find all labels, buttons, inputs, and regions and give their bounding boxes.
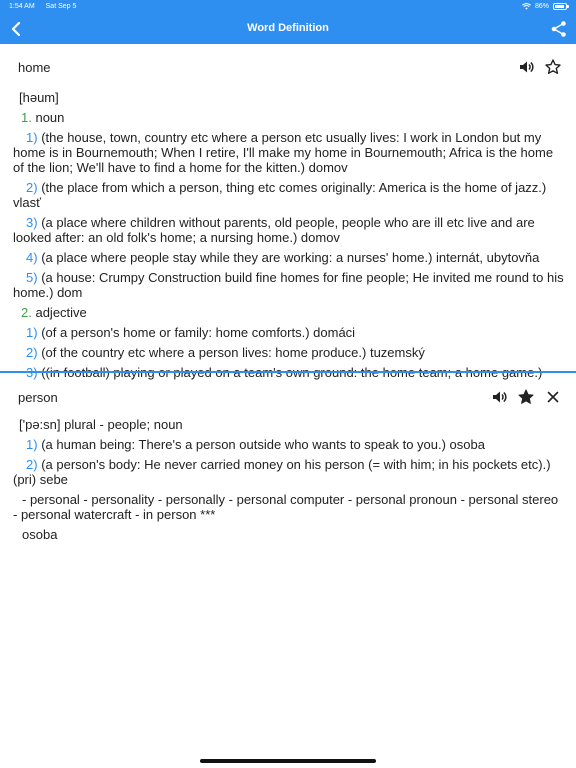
pane-divider[interactable]	[0, 371, 576, 373]
headword: home	[18, 60, 51, 75]
word-header	[0, 44, 576, 88]
battery-icon	[553, 3, 567, 10]
nav-bar	[0, 14, 576, 44]
definition-pane-person[interactable]	[0, 374, 576, 768]
definition-item: 2) (a person's body: He never carried money on his person (= with him; in his pockets etc).) (pri) sebe	[13, 457, 551, 487]
headword: person	[18, 390, 58, 405]
home-indicator	[200, 759, 376, 763]
share-icon[interactable]	[550, 20, 568, 38]
speaker-icon[interactable]	[517, 58, 535, 76]
definition-body	[13, 417, 564, 547]
close-icon[interactable]	[544, 388, 562, 406]
star-filled-icon[interactable]	[517, 388, 535, 406]
definition-item: 4) (a place where people stay while they are working: a nurses' home.) internát, ubytovňa	[26, 250, 540, 265]
star-outline-icon[interactable]	[544, 58, 562, 76]
pos-heading: 1. noun	[21, 110, 65, 125]
definition-item: 1) (the house, town, country etc where a person etc usually lives: I work in London but my home is in Bournemouth; When I retire, I'll make my home in Bournemouth; Africa is the home of the lion; We'll have to find a home for the kitten.) domov	[13, 130, 554, 175]
definition-pane-home[interactable]	[0, 44, 576, 372]
page-title: Word Definition	[247, 22, 329, 34]
wifi-icon	[522, 3, 531, 10]
pos-heading: 2. adjective	[21, 305, 87, 320]
battery-percent: 86%	[534, 3, 549, 10]
speaker-icon[interactable]	[490, 388, 508, 406]
definition-item: 1) (a human being: There's a person outside who wants to speak to you.) osoba	[26, 437, 485, 452]
word-header	[0, 374, 576, 418]
status-bar	[0, 0, 576, 14]
definition-item: 1) (of a person's home or family: home comforts.) domáci	[26, 325, 356, 340]
definition-item: 2) (the place from which a person, thing etc comes originally: America is the home of jazz.) vlasť	[13, 180, 547, 210]
pronunciation: ['pə:sn] plural - people; noun	[19, 417, 183, 432]
definition-item: 3) (a place where children without parents, old people, people who are ill etc live and are looked after: an old folk's home; a nursing home.) domov	[13, 215, 535, 245]
definition-item: 2) (of the country etc where a person lives: home produce.) tuzemský	[26, 345, 425, 360]
status-time: 1:54 AM	[9, 3, 35, 10]
definition-item: 5) (a house: Crumpy Construction build fine homes for fine people; He invited me round to his home.) dom	[13, 270, 564, 300]
status-date: Sat Sep 5	[45, 3, 77, 10]
related-words: - personal - personality - personally - personal computer - personal pronoun - personal stereo - personal watercraft - in person ***	[13, 492, 559, 522]
pronunciation: [həum]	[19, 90, 59, 105]
definition-body	[13, 90, 564, 385]
translation: osoba	[22, 527, 58, 542]
